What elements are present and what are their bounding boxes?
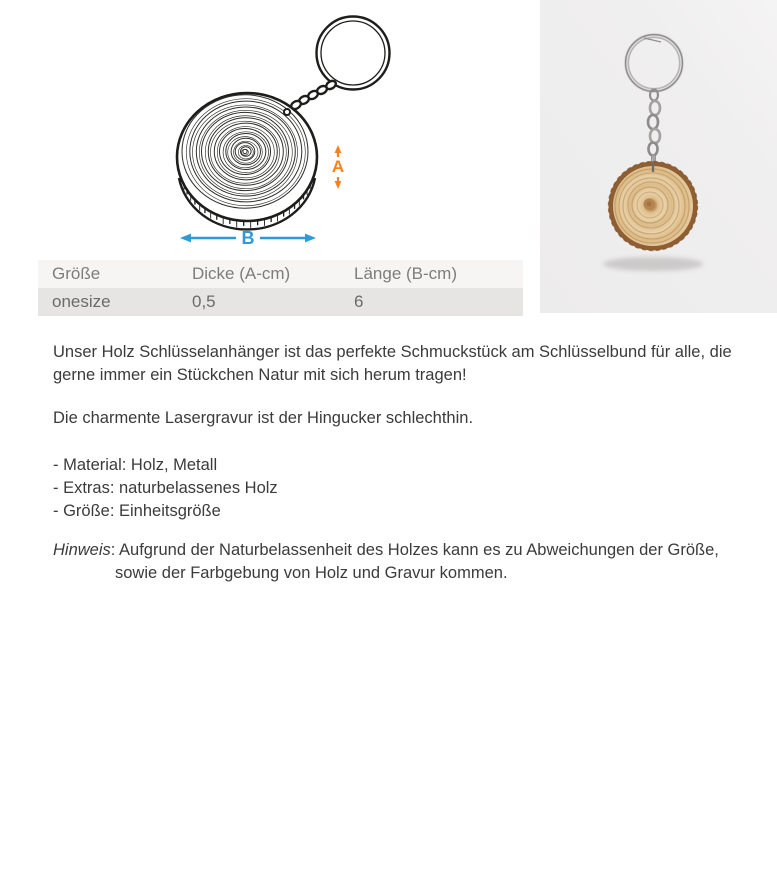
size-table-header-laenge: Länge (B-cm) xyxy=(354,264,457,283)
size-table-header-dicke: Dicke (A-cm) xyxy=(192,264,291,283)
note-label: Hinweis xyxy=(53,541,111,559)
attribute-list xyxy=(53,454,753,523)
product-photo xyxy=(540,0,777,313)
size-value: onesize xyxy=(52,292,111,311)
photo-shadow xyxy=(603,257,703,271)
dimension-a-label: A xyxy=(331,157,345,176)
product-description xyxy=(53,341,753,585)
attribute-groesse: - Größe: Einheitsgröße xyxy=(53,502,221,520)
note-text: : Aufgrund der Naturbelassenheit des Holzes kann es zu Abweichungen der Größe, sowie der Farbgebung von Holz und Gravur kommen. xyxy=(110,541,719,582)
laenge-value: 6 xyxy=(354,292,364,311)
description-engraving: Die charmente Lasergravur ist der Hingucker schlechthin. xyxy=(53,409,474,427)
attribute-extras: - Extras: naturbelassenes Holz xyxy=(53,479,278,497)
size-table xyxy=(38,260,523,316)
keyring-illustration xyxy=(317,17,390,90)
dimension-b-label: B xyxy=(241,228,255,248)
note-paragraph xyxy=(53,539,753,585)
size-diagram xyxy=(0,0,420,258)
size-table-row xyxy=(38,288,523,316)
photo-wood-slice xyxy=(609,162,698,251)
dicke-value: 0,5 xyxy=(192,292,216,311)
size-table-header-row xyxy=(38,260,523,288)
attribute-material: - Material: Holz, Metall xyxy=(53,456,218,474)
description-intro: Unser Holz Schlüsselanhänger ist das perfekte Schmuckstück am Schlüsselbund für alle, die gerne immer ein Stückchen Natur mit sich herum tragen! xyxy=(53,343,732,384)
wood-slice-illustration xyxy=(177,93,317,229)
dimension-a xyxy=(332,145,344,189)
dimension-b xyxy=(180,228,316,248)
size-table-header-size: Größe xyxy=(52,264,101,283)
